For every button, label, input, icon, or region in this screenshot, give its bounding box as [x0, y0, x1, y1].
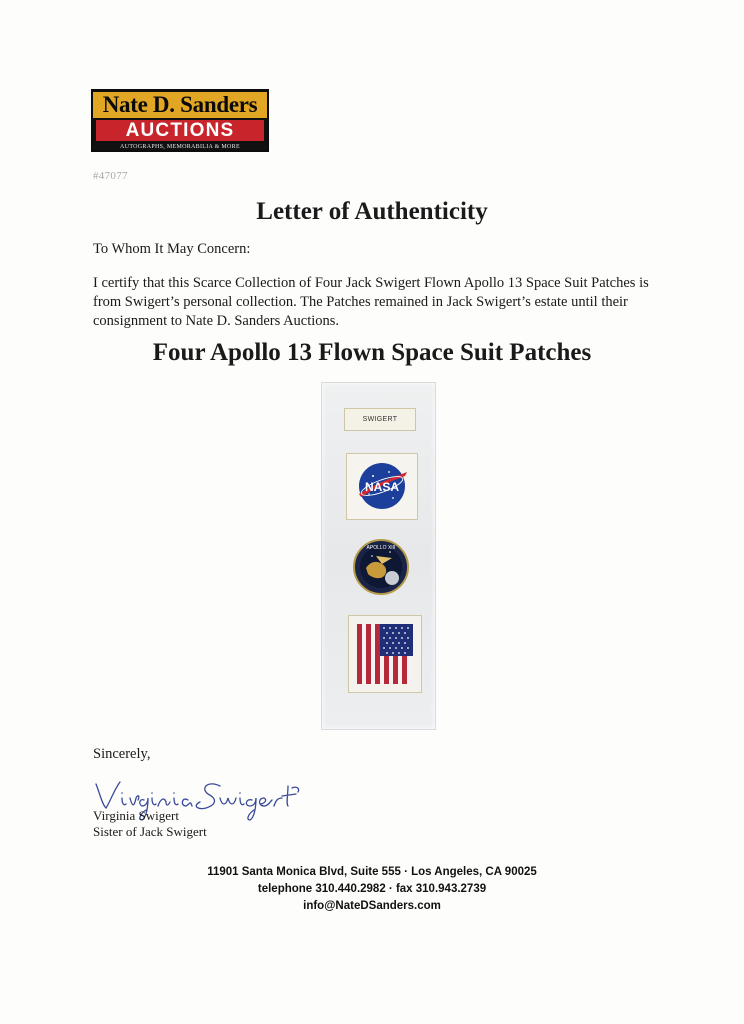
item-title: Four Apollo 13 Flown Space Suit Patches [152, 339, 592, 366]
nasa-meatball-icon [347, 454, 417, 519]
body-line: I certify that this Scarce Collection of Four Jack Swigert Flown Apollo 13 Space Suit Patches is [93, 275, 649, 291]
closing: Sincerely, [93, 746, 151, 762]
us-flag-icon [349, 616, 421, 692]
footer-phone: telephone 310.440.2982 · fax 310.943.2739 [257, 883, 487, 895]
apollo-13-emblem-icon [352, 538, 410, 596]
body-line: consignment to Nate D. Sanders Auctions. [93, 313, 340, 329]
footer-email: info@NateDSanders.com [303, 900, 441, 912]
reference-number: #47077 [93, 170, 128, 182]
patches-photo [321, 382, 436, 730]
footer-address: 11901 Santa Monica Blvd, Suite 555 · Los Angeles, CA 90025 [207, 866, 537, 878]
salutation: To Whom It May Concern: [93, 241, 251, 257]
name-tag-patch: SWIGERT [344, 408, 416, 431]
us-flag-patch [348, 615, 422, 693]
letter-title: Letter of Authenticity [256, 198, 488, 225]
logo-name: Nate D. Sanders [93, 92, 267, 118]
nasa-logo-text: NASA [364, 480, 400, 494]
signer-name: Virginia Swigert [93, 808, 179, 823]
body-line: from Swigert’s personal collection. The Patches remained in Jack Swigert’s estate until their [93, 294, 628, 310]
logo-auctions: AUCTIONS [96, 120, 264, 141]
footer-contact [0, 864, 744, 915]
nasa-patch [346, 453, 418, 520]
apollo-13-patch [352, 538, 410, 596]
apollo-patch-text: APOLLO XIII [366, 545, 396, 551]
logo-tagline: AUTOGRAPHS, MEMORABILIA & MORE [120, 144, 240, 150]
company-logo [91, 89, 269, 152]
signer-title: Sister of Jack Swigert [93, 824, 207, 839]
body-paragraph [93, 274, 673, 331]
